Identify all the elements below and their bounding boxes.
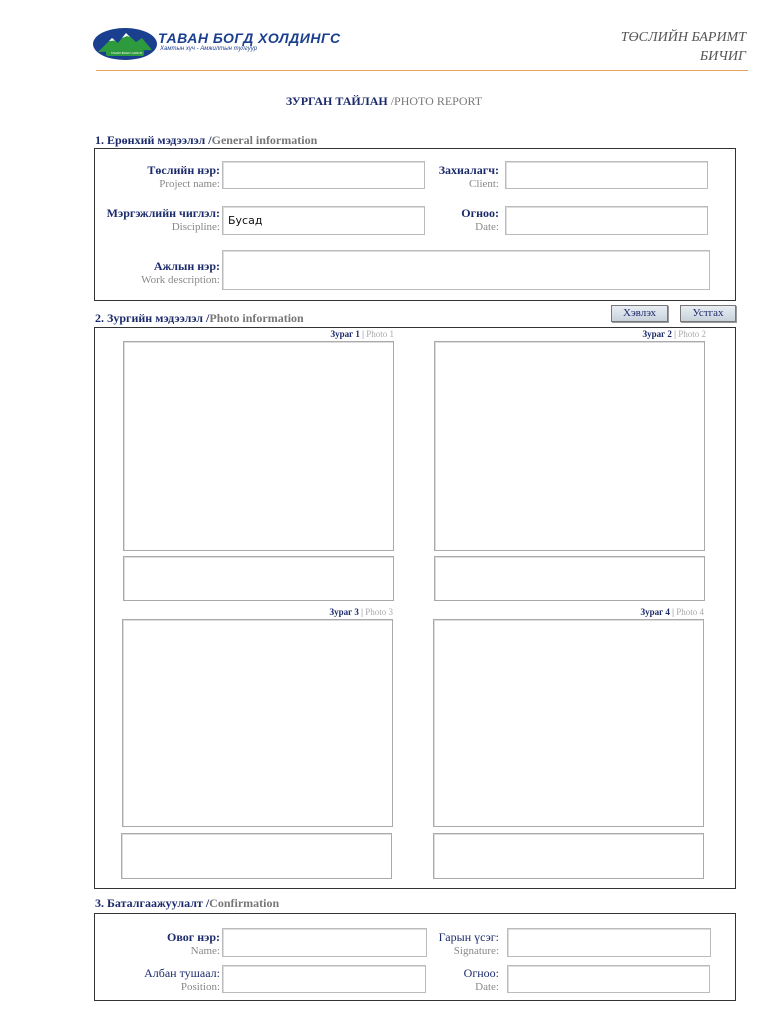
section-confirmation-title-mn: 3. Баталгаажуулалт / bbox=[95, 896, 210, 910]
photo-3-caption bbox=[123, 607, 393, 617]
section-general-title bbox=[95, 133, 317, 148]
confirmation-date-label bbox=[369, 966, 499, 994]
document-type-line2: БИЧИГ bbox=[699, 49, 746, 64]
client-label bbox=[369, 163, 499, 191]
photo-1-frame[interactable] bbox=[123, 341, 394, 551]
photo-2-frame[interactable] bbox=[434, 341, 705, 551]
caption-separator: | bbox=[359, 329, 367, 339]
section-general-title-mn: 1. Ерөнхий мэдээлэл / bbox=[95, 133, 212, 147]
print-button[interactable]: Хэвлэх bbox=[611, 305, 668, 322]
work-description-label bbox=[90, 259, 220, 287]
photo-3-caption-en: Photo 3 bbox=[365, 607, 393, 617]
photo-4-caption-en: Photo 4 bbox=[676, 607, 704, 617]
date-label-mn: Огноо: bbox=[461, 206, 499, 220]
work-description-label-en: Work description: bbox=[141, 274, 220, 286]
signature-field[interactable] bbox=[507, 928, 711, 957]
section-photo-title-en: Photo information bbox=[209, 311, 304, 325]
company-name: ТАВАН БОГД ХОЛДИНГС bbox=[158, 30, 341, 46]
report-title bbox=[0, 94, 768, 109]
photo-1-caption bbox=[124, 329, 394, 339]
photo-4-frame[interactable] bbox=[433, 619, 704, 827]
photo-1-note-field[interactable] bbox=[123, 556, 394, 601]
client-field[interactable] bbox=[505, 161, 708, 189]
position-label bbox=[90, 966, 220, 994]
discipline-label-en: Discipline: bbox=[171, 221, 220, 233]
name-label-en: Name: bbox=[190, 945, 220, 957]
section-confirmation-title-en: Confirmation bbox=[209, 896, 280, 910]
photo-2-caption-en: Photo 2 bbox=[678, 329, 706, 339]
name-label-mn: Овог нэр: bbox=[167, 930, 220, 944]
company-slogan: Хамтын хүч - Амжилтын тулгуур bbox=[160, 46, 258, 52]
confirmation-date-field[interactable] bbox=[507, 965, 710, 993]
section-general-title-en: General information bbox=[211, 133, 318, 147]
date-label-en: Date: bbox=[475, 221, 499, 233]
position-label-mn: Албан тушаал: bbox=[144, 966, 220, 980]
section-photo-title-mn: 2. Зургийн мэдээлэл / bbox=[95, 311, 210, 325]
name-label bbox=[90, 930, 220, 958]
photo-3-frame[interactable] bbox=[122, 619, 393, 827]
confirmation-date-label-en: Date: bbox=[475, 981, 499, 993]
photo-3-note-field[interactable] bbox=[121, 833, 392, 879]
section-photo-title bbox=[95, 311, 304, 326]
signature-label-mn: Гарын үсэг: bbox=[438, 930, 499, 944]
project-name-label-mn: Төслийн нэр: bbox=[147, 163, 220, 177]
report-title-en: /PHOTO REPORT bbox=[390, 94, 483, 108]
caption-separator: | bbox=[358, 607, 366, 617]
date-field[interactable] bbox=[505, 206, 708, 235]
project-name-label bbox=[90, 163, 220, 191]
photo-4-caption bbox=[434, 607, 704, 617]
photo-2-caption-mn: Зураг 2 bbox=[642, 329, 672, 339]
photo-1-caption-mn: Зураг 1 bbox=[330, 329, 360, 339]
logo-badge-text: TAVAN BOGD GROUP bbox=[111, 51, 143, 55]
mountain-logo-icon bbox=[92, 26, 158, 62]
photo-1-caption-en: Photo 1 bbox=[366, 329, 394, 339]
discipline-label bbox=[90, 206, 220, 234]
project-name-label-en: Project name: bbox=[159, 178, 220, 190]
work-description-label-mn: Ажлын нэр: bbox=[153, 259, 220, 273]
photo-2-caption bbox=[434, 329, 706, 339]
signature-label-en: Signature: bbox=[453, 945, 499, 957]
photo-2-note-field[interactable] bbox=[434, 556, 705, 601]
document-type-line1: ТӨСЛИЙН БАРИМТ bbox=[620, 30, 746, 45]
work-description-field[interactable] bbox=[222, 250, 710, 290]
report-title-mn: ЗУРГАН ТАЙЛАН bbox=[285, 94, 388, 108]
document-type bbox=[621, 28, 746, 66]
discipline-label-mn: Мэргэжлийн чиглэл: bbox=[106, 206, 220, 220]
photo-4-caption-mn: Зураг 4 bbox=[640, 607, 670, 617]
date-label bbox=[369, 206, 499, 234]
discipline-field[interactable]: Бусад bbox=[222, 206, 425, 235]
signature-label bbox=[369, 930, 499, 958]
caption-separator: | bbox=[671, 329, 679, 339]
delete-button[interactable]: Устгах bbox=[680, 305, 736, 322]
photo-4-note-field[interactable] bbox=[433, 833, 704, 879]
confirmation-date-label-mn: Огноо: bbox=[463, 966, 499, 980]
section-confirmation-title bbox=[95, 896, 279, 911]
client-label-mn: Захиалагч: bbox=[438, 163, 499, 177]
position-label-en: Position: bbox=[180, 981, 220, 993]
client-label-en: Client: bbox=[469, 178, 499, 190]
header-divider bbox=[96, 70, 748, 71]
photo-3-caption-mn: Зураг 3 bbox=[329, 607, 359, 617]
caption-separator: | bbox=[669, 607, 677, 617]
